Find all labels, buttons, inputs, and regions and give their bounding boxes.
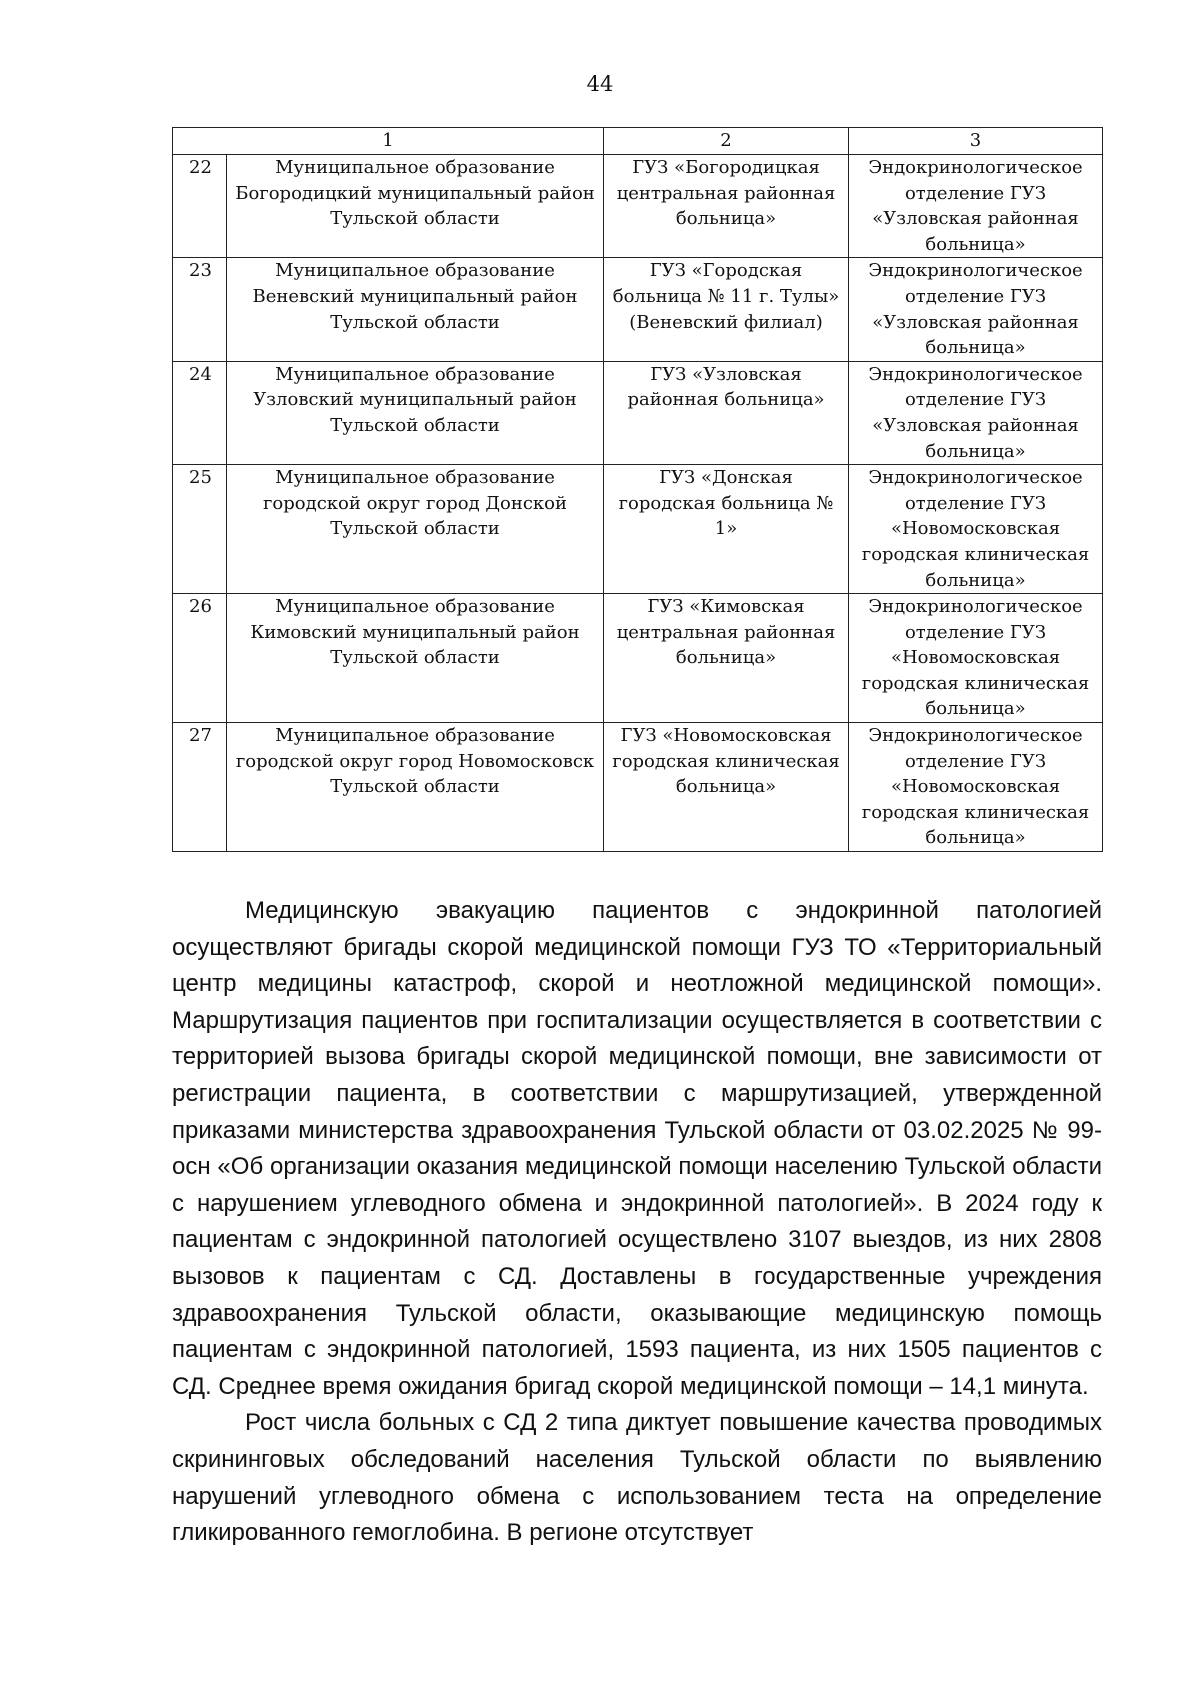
- paragraph-ambulance-evacuation: Медицинскую эвакуацию пациентов с эндокринной патологией осуществляют бригады скорой медицинской помощи ГУЗ ТО «Территориальный центр медицины катастроф, скорой и неотложной медицинской помощи». Маршрутизация пациентов при госпитализации осуществляется в соответствии с территорией вызова бригады скорой медицинской помощи, вне зависимости от регистрации пациента, в соответствии с маршрутизацией, утвержденной приказами министерства здравоохранения Тульской области от 03.02.2025 № 99-осн «Об организации оказания медицинской помощи населению Тульской области с нарушением углеводного обмена и эндокринной патологией». В 2024 году к пациентам с эндокринной патологией осуществлено 3107 выездов, из них 2808 вызовов к пациентам с СД. Доставлены в государственные учреждения здравоохранения Тульской области, оказывающие медицинскую помощь пациентам с эндокринной патологией, 1593 пациента, из них 1505 пациентов с СД. Среднее время ожидания бригад скорой медицинской помощи – 14,1 минута.: [172, 897, 1102, 1400]
- table-row: [173, 361, 1103, 464]
- table-row: [173, 594, 1103, 723]
- row-number: 26: [173, 594, 227, 723]
- table-row: [173, 155, 1103, 258]
- column-header-3: 3: [849, 128, 1103, 155]
- hospital-cell: ГУЗ «Новомосковская городская клиническая больница»: [604, 723, 849, 852]
- row-number: 27: [173, 723, 227, 852]
- row-number: 22: [173, 155, 227, 258]
- hospital-cell: ГУЗ «Богородицкая центральная районная больница»: [604, 155, 849, 258]
- hospital-cell: ГУЗ «Городская больница № 11 г. Тулы» (Веневский филиал): [604, 258, 849, 361]
- hospital-cell: ГУЗ «Кимовская центральная районная больница»: [604, 594, 849, 723]
- department-cell: Эндокринологическое отделение ГУЗ «Узловская районная больница»: [849, 258, 1103, 361]
- municipality-cell: Муниципальное образование Узловский муниципальный район Тульской области: [227, 361, 604, 464]
- department-cell: Эндокринологическое отделение ГУЗ «Новомосковская городская клиническая больница»: [849, 465, 1103, 594]
- page-number: 44: [586, 72, 614, 96]
- table-row: [173, 723, 1103, 852]
- row-number: 23: [173, 258, 227, 361]
- paragraph-screening: Рост числа больных с СД 2 типа диктует повышение качества проводимых скрининговых обследований населения Тульской области по выявлению нарушений углеводного обмена с использованием теста на определение гликированного гемоглобина. В регионе отсутствует: [172, 1409, 1102, 1547]
- column-header-1: 1: [173, 128, 604, 155]
- department-cell: Эндокринологическое отделение ГУЗ «Узловская районная больница»: [849, 155, 1103, 258]
- municipality-cell: Муниципальное образование Кимовский муниципальный район Тульской области: [227, 594, 604, 723]
- row-number: 24: [173, 361, 227, 464]
- body-text: [172, 893, 1102, 1552]
- department-cell: Эндокринологическое отделение ГУЗ «Новомосковская городская клиническая больница»: [849, 594, 1103, 723]
- table-header-row: [173, 128, 1103, 155]
- hospital-cell: ГУЗ «Донская городская больница № 1»: [604, 465, 849, 594]
- hospital-cell: ГУЗ «Узловская районная больница»: [604, 361, 849, 464]
- row-number: 25: [173, 465, 227, 594]
- municipality-cell: Муниципальное образование городской округ город Новомосковск Тульской области: [227, 723, 604, 852]
- column-header-2: 2: [604, 128, 849, 155]
- municipality-cell: Муниципальное образование городской округ город Донской Тульской области: [227, 465, 604, 594]
- routing-table: [172, 127, 1103, 852]
- department-cell: Эндокринологическое отделение ГУЗ «Новомосковская городская клиническая больница»: [849, 723, 1103, 852]
- department-cell: Эндокринологическое отделение ГУЗ «Узловская районная больница»: [849, 361, 1103, 464]
- table-row: [173, 465, 1103, 594]
- municipality-cell: Муниципальное образование Веневский муниципальный район Тульской области: [227, 258, 604, 361]
- municipality-cell: Муниципальное образование Богородицкий муниципальный район Тульской области: [227, 155, 604, 258]
- table-row: [173, 258, 1103, 361]
